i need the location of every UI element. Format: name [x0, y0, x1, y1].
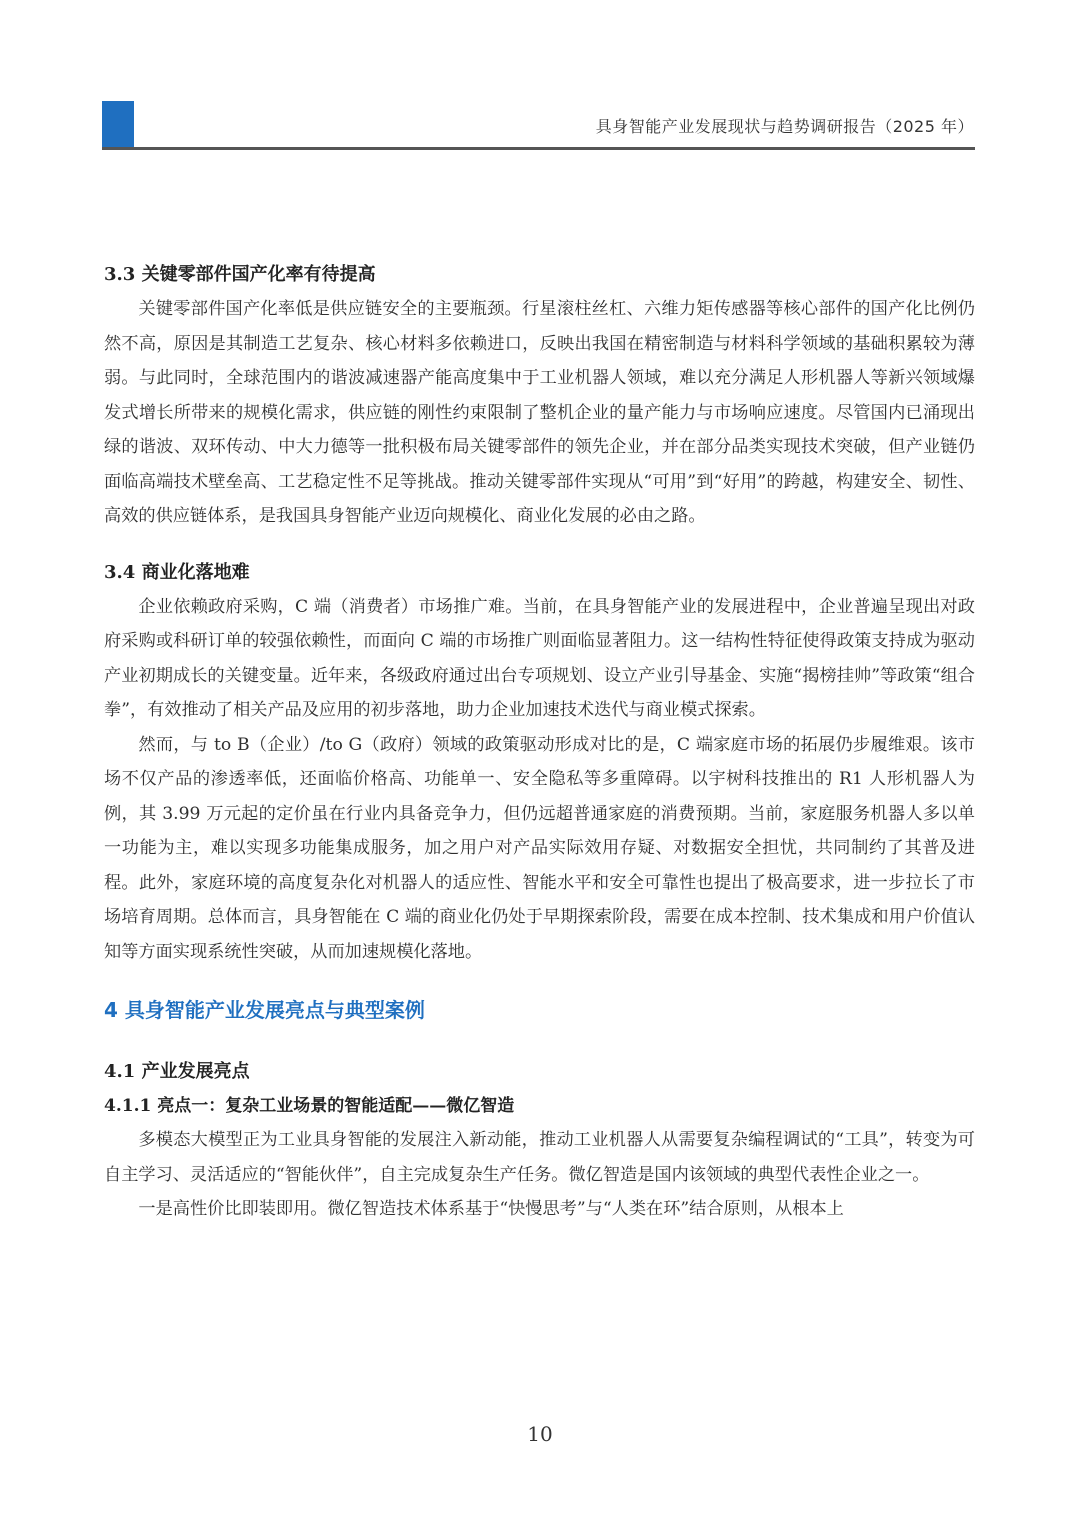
section-4-1-1-paragraph-1: 多模态大模型正为工业具身智能的发展注入新动能，推动工业机器人从需要复杂编程调试的“工具”，转变为可自主学习、灵活适应的“智能伙伴”，自主完成复杂生产任务。微亿智造是国内该领域的典型代表性企业之一。	[104, 1130, 975, 1185]
page-body	[104, 258, 975, 1227]
section-4-1-1-paragraph-2: 一是高性价比即装即用。微亿智造技术体系基于“快慢思考”与“人类在环”结合原则，从根本上	[138, 1199, 844, 1219]
header-divider	[102, 147, 975, 150]
page-number: 10	[527, 1422, 553, 1446]
section-3-3-heading: 3.3 关键零部件国产化率有待提高	[104, 264, 376, 285]
section-3-4-paragraph-1: 企业依赖政府采购，C 端（消费者）市场推广难。当前，在具身智能产业的发展进程中，企业普遍呈现出对政府采购或科研订单的较强依赖性，而面向 C 端的市场推广则面临显著阻力。这一结构性特征使得政策支持成为驱动产业初期成长的关键变量。近年来，各级政府通过出台专项规划、设立产业引导基金、实施“揭榜挂帅”等政策“组合拳”，有效推动了相关产品及应用的初步落地，助力企业加速技术迭代与商业模式探索。	[104, 596, 975, 720]
section-3-4-heading: 3.4 商业化落地难	[104, 561, 250, 583]
section-3-4-paragraph-2: 然而，与 to B（企业）/to G（政府）领域的政策驱动形成对比的是，C 端家庭市场的拓展仍步履维艰。该市场不仅产品的渗透率低，还面临价格高、功能单一、安全隐私等多重障碍。以宇树科技推出的 R1 人形机器人为例，其 3.99 万元起的定价虽在行业内具备竞争力，但仍远超普通家庭的消费预期。当前，家庭服务机器人多以单一功能为主，难以实现多功能集成服务，加之用户对产品实际效用存疑、对数据安全担忧，共同制约了其普及进程。此外，家庭环境的高度复杂化对机器人的适应性、智能水平和安全可靠性也提出了极高要求，进一步拉长了市场培育周期。总体而言，具身智能在 C 端的商业化仍处于早期探索阶段，需要在成本控制、技术集成和用户价值认知等方面实现系统性突破，从而加速规模化落地。	[104, 734, 975, 962]
header-accent-block	[102, 101, 134, 147]
chapter-4-heading: 4 具身智能产业发展亮点与典型案例	[104, 998, 425, 1022]
section-4-1-1-heading: 4.1.1 亮点一：复杂工业场景的智能适配——微亿智造	[104, 1096, 515, 1116]
section-3-3-paragraph-1: 关键零部件国产化率低是供应链安全的主要瓶颈。行星滚柱丝杠、六维力矩传感器等核心部件的国产化比例仍然不高，原因是其制造工艺复杂、核心材料多依赖进口，反映出我国在精密制造与材料科学领域的基础积累较为薄弱。与此同时，全球范围内的谐波减速器产能高度集中于工业机器人领域，难以充分满足人形机器人等新兴领域爆发式增长所带来的规模化需求，供应链的刚性约束限制了整机企业的量产能力与市场响应速度。尽管国内已涌现出绿的谐波、双环传动、中大力德等一批积极布局关键零部件的领先企业，并在部分品类实现技术突破，但产业链仍面临高端技术壁垒高、工艺稳定性不足等挑战。推动关键零部件实现从“可用”到“好用”的跨越，构建安全、韧性、高效的供应链体系，是我国具身智能产业迈向规模化、商业化发展的必由之路。	[104, 299, 975, 526]
running-header-title: 具身智能产业发展现状与趋势调研报告（2025 年）	[595, 117, 974, 136]
section-4-1-heading: 4.1 产业发展亮点	[104, 1061, 250, 1082]
